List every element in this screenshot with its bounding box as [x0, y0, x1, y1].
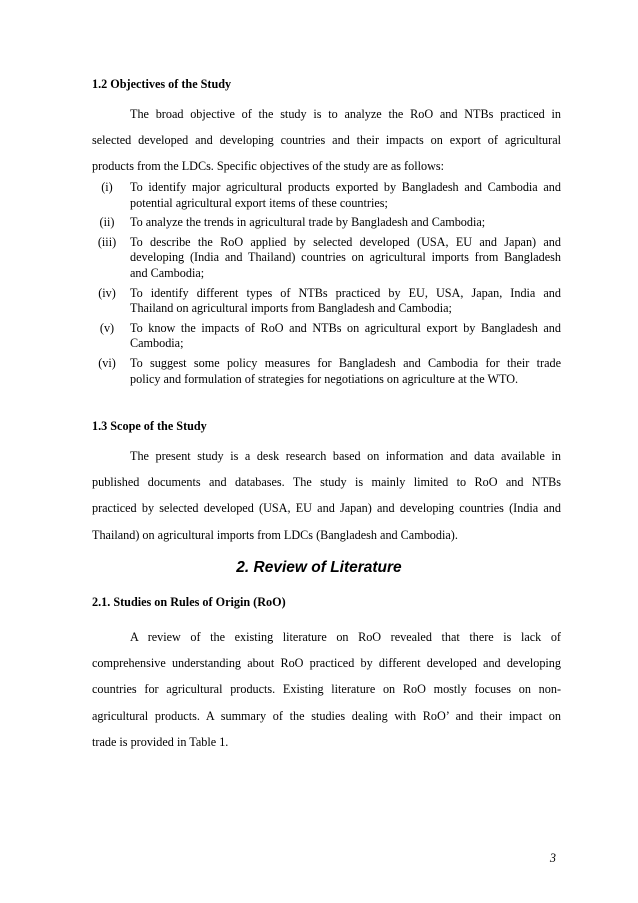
- list-item-number: (iii): [97, 234, 117, 249]
- list-item: [92, 321, 561, 352]
- list-item-text-line: To describe the RoO applied by selected developed (USA, EU and Japan) and: [130, 234, 561, 249]
- objectives-list: [92, 180, 561, 391]
- list-item: [92, 235, 561, 282]
- text-line: A review of the existing literature on RoO revealed that there is lack of: [130, 630, 561, 644]
- list-item-text-line: To know the impacts of RoO and NTBs on agricultural export by Bangladesh and: [130, 320, 561, 335]
- list-item-number: (vi): [98, 355, 116, 370]
- text-line: comprehensive understanding about RoO practiced by different developed and developing: [92, 656, 561, 671]
- text-line: practiced by selected developed (USA, EU and Japan) and developing countries (India and: [92, 501, 561, 516]
- list-item-text-line: To identify different types of NTBs practiced by EU, USA, Japan, India and: [130, 285, 561, 300]
- text-line: Thailand) on agricultural imports from LDCs (Bangladesh and Cambodia).: [92, 527, 458, 542]
- list-item: [92, 356, 561, 387]
- text-line: trade is provided in Table 1.: [92, 734, 229, 749]
- review-paragraph: [92, 624, 561, 755]
- objectives-heading: 1.2 Objectives of the Study: [92, 77, 232, 91]
- text-line: countries for agricultural products. Existing literature on RoO mostly focuses on non-: [92, 682, 561, 697]
- scope-paragraph: [92, 443, 561, 548]
- list-item-text-line: developing (India and Thailand) countries on agricultural imports from Bangladesh: [130, 250, 561, 265]
- list-item-text-line: and Cambodia;: [130, 265, 205, 280]
- list-item-number: (i): [101, 180, 113, 194]
- text-line: published documents and databases. The study is mainly limited to RoO and NTBs: [92, 475, 561, 490]
- list-item-text-line: To identify major agricultural products exported by Bangladesh and Cambodia and: [130, 180, 561, 194]
- page-number: 3: [549, 851, 556, 865]
- list-item-text-line: Thailand on agricultural imports from Bangladesh and Cambodia;: [130, 301, 452, 316]
- list-item-text-line: potential agricultural export items of these countries;: [130, 195, 388, 210]
- scope-heading: 1.3 Scope of the Study: [92, 419, 207, 433]
- text-line: The present study is a desk research based on information and data available in: [130, 449, 561, 463]
- list-item-number: (iv): [98, 285, 116, 300]
- list-item-text-line: To analyze the trends in agricultural trade by Bangladesh and Cambodia;: [130, 215, 486, 230]
- list-item-number: (v): [99, 320, 115, 335]
- objectives-intro-paragraph: [92, 101, 561, 180]
- rules-of-origin-subheading: 2.1. Studies on Rules of Origin (RoO): [92, 595, 286, 609]
- list-item-text-line: Cambodia;: [130, 336, 184, 351]
- list-item-number: (ii): [99, 215, 115, 230]
- list-item: [92, 286, 561, 317]
- list-item-text-line: To suggest some policy measures for Bangladesh and Cambodia for their trade: [130, 355, 561, 370]
- list-item: [92, 215, 561, 231]
- list-item: [92, 180, 561, 211]
- review-of-literature-heading: 2. Review of Literature: [236, 559, 402, 576]
- text-line: The broad objective of the study is to analyze the RoO and NTBs practiced in: [130, 107, 561, 121]
- text-line: agricultural products. A summary of the studies dealing with RoO’ and their impact on: [92, 708, 561, 723]
- text-line: selected developed and developing countries and their impacts on export of agricultural: [92, 133, 561, 148]
- list-item-text-line: policy and formulation of strategies for negotiations on agriculture at the WTO.: [130, 371, 519, 386]
- text-line: products from the LDCs. Specific objectives of the study are as follows:: [92, 159, 445, 174]
